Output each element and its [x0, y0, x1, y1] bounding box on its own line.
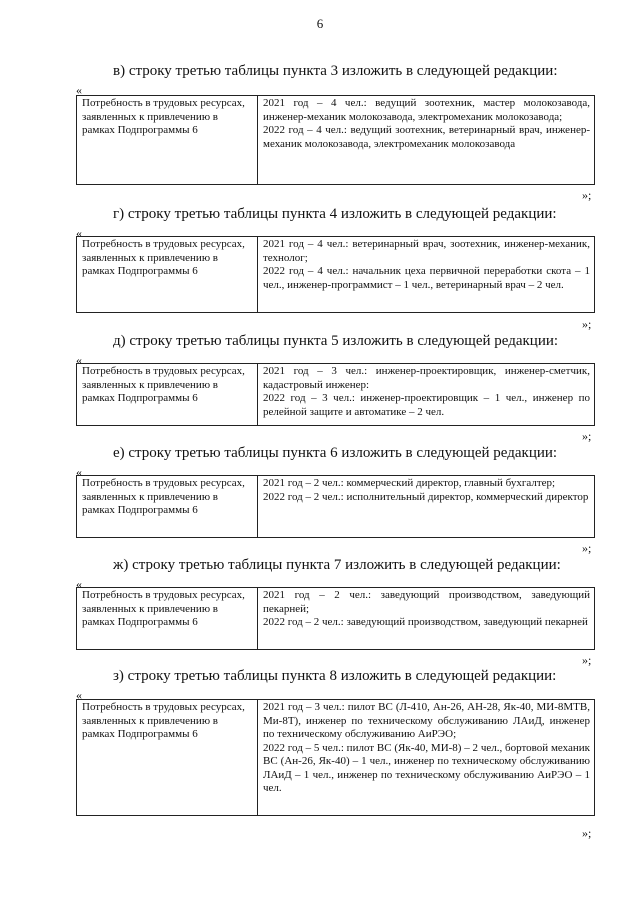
content-2022: 2022 год – 5 чел.: пилот ВС (Як-40, МИ-8) – 2 чел., бортовой механик ВС (Ан-26, Як-40) – 1 чел., инженер по техническому обслуживанию ЛАиД – 1 чел., инженер по техническому обслуживанию АиРЭО – 1 чел. — [263, 741, 590, 794]
row-label: Потребность в трудовых ресурсах, заявленных к привлечению в рамках Подпрограммы 6 — [77, 364, 258, 426]
row-label: Потребность в трудовых ресурсах, заявленных к привлечению в рамках Подпрограммы 6 — [77, 96, 258, 185]
opening-quote: « — [76, 226, 82, 240]
content-2022: 2022 год – 2 чел.: заведующий производством, заведующий пекарней — [263, 616, 588, 628]
closing-quote: »; — [582, 541, 592, 555]
row-content — [258, 96, 595, 185]
row-content — [258, 588, 595, 650]
row-content — [258, 700, 595, 816]
replacement-table-row — [76, 236, 595, 313]
amendment-heading: г) строку третью таблицы пункта 4 изложить в следующей редакции: — [113, 206, 557, 222]
row-content — [258, 476, 595, 538]
replacement-table-row — [76, 475, 595, 538]
content-2021: 2021 год – 2 чел.: коммерческий директор, главный бухгалтер; — [263, 477, 556, 489]
content-2022: 2022 год – 3 чел.: инженер-проектировщик – 1 чел., инженер по релейной защите и автоматике – 2 чел. — [263, 392, 590, 418]
closing-quote: »; — [582, 653, 592, 667]
content-2021: 2021 год – 3 чел.: пилот ВС (Л-410, Ан-26, АН-28, Як-40, МИ-8МТВ, Ми-8Т), инженер по техническому обслуживанию ЛАиД, инженер по техническому обслуживанию АиРЭО; — [263, 701, 590, 740]
amendment-heading: д) строку третью таблицы пункта 5 изложить в следующей редакции: — [113, 333, 559, 349]
closing-quote: »; — [582, 826, 592, 840]
closing-quote: »; — [582, 188, 592, 202]
row-label: Потребность в трудовых ресурсах, заявленных к привлечению в рамках Подпрограммы 6 — [77, 588, 258, 650]
amendment-heading: з) строку третью таблицы пункта 8 изложить в следующей редакции: — [113, 668, 557, 684]
opening-quote: « — [76, 465, 82, 479]
replacement-table-row — [76, 363, 595, 426]
content-2021: 2021 год – 4 чел.: ветеринарный врач, зоотехник, инженер-механик, технолог; — [263, 238, 590, 264]
replacement-table-row — [76, 587, 595, 650]
opening-quote: « — [76, 353, 82, 367]
closing-quote: »; — [582, 317, 592, 331]
replacement-table-row — [76, 95, 595, 185]
row-label: Потребность в трудовых ресурсах, заявленных к привлечению в рамках Подпрограммы 6 — [77, 476, 258, 538]
opening-quote: « — [76, 577, 82, 591]
content-2021: 2021 год – 4 чел.: ведущий зоотехник, мастер молокозавода, инженер-механик молокозавода, электромеханик молокозавода; — [263, 97, 590, 123]
row-content — [258, 237, 595, 313]
opening-quote: « — [76, 688, 82, 702]
row-label: Потребность в трудовых ресурсах, заявленных к привлечению в рамках Подпрограммы 6 — [77, 237, 258, 313]
closing-quote: »; — [582, 429, 592, 443]
row-label: Потребность в трудовых ресурсах, заявленных к привлечению в рамках Подпрограммы 6 — [77, 700, 258, 816]
row-content — [258, 364, 595, 426]
content-2022: 2022 год – 4 чел.: ведущий зоотехник, ветеринарный врач, инженер-механик молокозавода, электромеханик молокозавода — [263, 124, 590, 150]
opening-quote: « — [76, 83, 82, 97]
content-2021: 2021 год – 2 чел.: заведующий производством, заведующий пекарней; — [263, 589, 590, 615]
replacement-table-row — [76, 699, 595, 816]
page-number: 6 — [316, 16, 324, 31]
amendment-heading: ж) строку третью таблицы пункта 7 изложить в следующей редакции: — [113, 557, 561, 573]
content-2022: 2022 год – 2 чел.: исполнительный директор, коммерческий директор — [263, 490, 589, 503]
content-2022: 2022 год – 4 чел.: начальник цеха первичной переработки скота – 1 чел., инженер-программист – 1 чел., ветеринарный врач – 2 чел. — [263, 265, 590, 291]
amendment-heading: е) строку третью таблицы пункта 6 изложить в следующей редакции: — [113, 445, 558, 461]
amendment-heading: в) строку третью таблицы пункта 3 изложить в следующей редакции: — [113, 63, 558, 79]
content-2021: 2021 год – 3 чел.: инженер-проектировщик, инженер-сметчик, кадастровый инженер: — [263, 365, 590, 391]
